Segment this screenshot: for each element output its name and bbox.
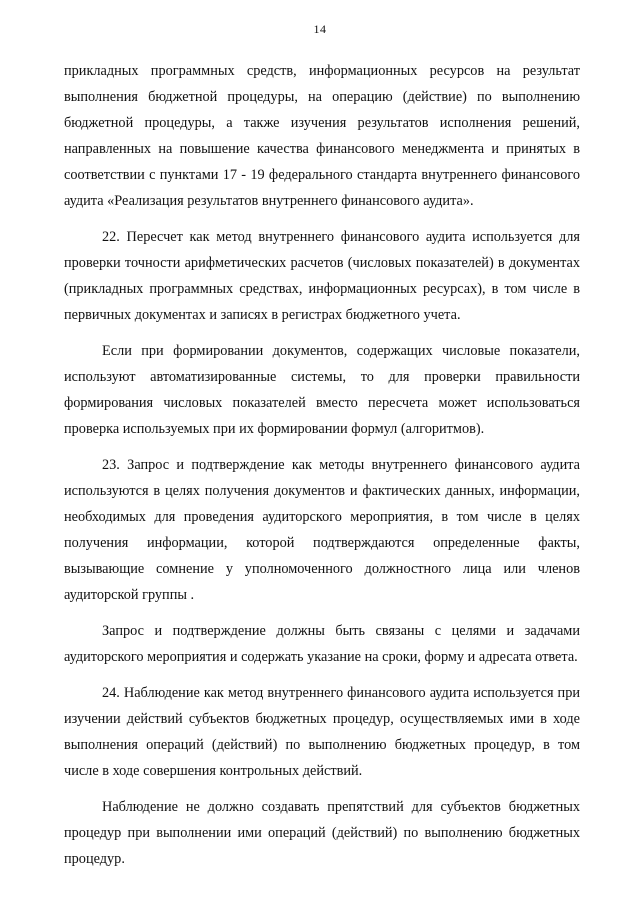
paragraph-23-request-confirmation: 23. Запрос и подтверждение как методы внутреннего финансового аудита используются в целях получения документов и фактических данных, информации, необходимых для проведения аудиторского мероприятия, в том числе в целях получения информации, которой подтверждаются определенные факты, вызывающие сомнение у уполномоченного должностного лица или членов аудиторской группы . xyxy=(64,457,580,603)
paragraph-24-observation: 24. Наблюдение как метод внутреннего финансового аудита используется при изучении действий субъектов бюджетных процедур, осуществляемых ими в ходе выполнения операций (действий) по выполнению бюджетных процедур, в том числе в ходе совершения контрольных действий. xyxy=(64,685,580,779)
paragraph-automated-systems: Если при формировании документов, содержащих числовые показатели, используют автоматизированные системы, то для проверки правильности формирования числовых показателей вместо пересчета может использоваться проверка используемых при их формировании формул (алгоритмов). xyxy=(64,343,580,437)
paragraph-22-recalculation: 22. Пересчет как метод внутреннего финансового аудита используется для проверки точности арифметических расчетов (числовых показателей) в документах (прикладных программных средствах, информационных ресурсах), в том числе в первичных документах и записях в регистрах бюджетного учета. xyxy=(64,229,580,323)
page-number: 14 xyxy=(313,22,327,36)
paragraph-observation-requirements: Наблюдение не должно создавать препятствий для субъектов бюджетных процедур при выполнении ими операций (действий) по выполнению бюджетных процедур. xyxy=(64,799,580,867)
paragraph-continuation: прикладных программных средств, информационных ресурсов на результат выполнения бюджетной процедуры, на операцию (действие) по выполнению бюджетной процедуры, а также изучения результатов исполнения решений, направленных на повышение качества финансового менеджмента и принятых в соответствии с пунктами 17 - 19 федерального стандарта внутреннего финансового аудита «Реализация результатов внутреннего финансового аудита». xyxy=(64,63,580,209)
document-body xyxy=(64,58,580,882)
paragraph-request-requirements: Запрос и подтверждение должны быть связаны с целями и задачами аудиторского мероприятия и содержать указание на сроки, форму и адресата ответа. xyxy=(64,623,580,665)
